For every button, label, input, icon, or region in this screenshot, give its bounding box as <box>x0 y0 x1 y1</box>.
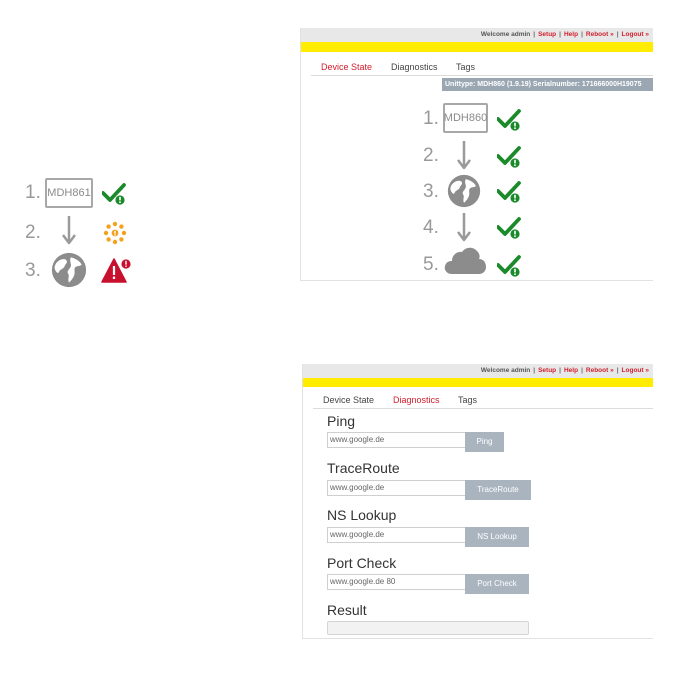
ok-icon <box>102 183 126 205</box>
step-number: 4. <box>423 217 439 238</box>
portcheck-button[interactable]: Port Check <box>465 574 529 594</box>
step-number: 3. <box>423 181 439 202</box>
welcome-text: Welcome admin <box>480 367 531 374</box>
arrow-down-icon <box>456 140 472 170</box>
portcheck-input[interactable]: www.google.de 80 <box>327 574 466 590</box>
loading-icon <box>103 221 127 245</box>
globe-icon <box>447 174 481 208</box>
diagnostics-panel <box>302 364 653 639</box>
arrow-down-icon <box>61 215 77 245</box>
ping-title: Ping <box>327 413 356 429</box>
tab-device-state[interactable]: Device State <box>321 62 373 72</box>
reboot-link[interactable]: Reboot » <box>585 367 614 374</box>
ping-button[interactable]: Ping <box>465 432 504 452</box>
traceroute-input[interactable]: www.google.de <box>327 480 466 496</box>
device-state-panel <box>300 28 653 281</box>
tab-divider <box>311 75 653 76</box>
result-title: Result <box>327 602 367 618</box>
nslookup-input[interactable]: www.google.de <box>327 527 466 543</box>
cloud-icon <box>443 244 487 276</box>
traceroute-button[interactable]: TraceRoute <box>465 480 531 500</box>
device-box: MDH861 <box>45 178 93 208</box>
reboot-link[interactable]: Reboot » <box>585 31 614 38</box>
ok-icon <box>497 181 521 203</box>
tab-tags[interactable]: Tags <box>458 395 478 405</box>
tab-tags[interactable]: Tags <box>456 62 476 72</box>
ok-icon <box>497 146 521 168</box>
nslookup-button[interactable]: NS Lookup <box>465 527 529 547</box>
yellow-bar <box>301 42 653 52</box>
globe-icon <box>51 252 87 288</box>
setup-link[interactable]: Setup <box>538 367 557 374</box>
result-output <box>327 621 529 635</box>
ok-icon <box>497 109 521 131</box>
step-number: 3. <box>25 260 41 281</box>
help-link[interactable]: Help <box>563 367 579 374</box>
tab-diagnostics[interactable]: Diagnostics <box>393 395 440 405</box>
welcome-text: Welcome admin <box>480 31 531 38</box>
logout-link[interactable]: Logout » <box>621 367 649 374</box>
traceroute-title: TraceRoute <box>327 460 400 476</box>
ok-icon <box>497 217 521 239</box>
setup-link[interactable]: Setup <box>538 31 557 38</box>
step-number: 5. <box>423 254 439 275</box>
top-nav-bar: Welcome admin | Setup | Help | Reboot » | Logout » <box>303 364 653 378</box>
device-info-bar: Unittype: MDH860 (1.9.19) Serialnumber: 171666000H19075 <box>442 78 653 91</box>
logout-link[interactable]: Logout » <box>621 31 649 38</box>
top-nav-bar: Welcome admin | Setup | Help | Reboot » | Logout » <box>301 28 653 42</box>
device-box: MDH860 <box>443 103 488 133</box>
step-number: 1. <box>25 182 41 203</box>
tab-divider <box>313 408 653 409</box>
yellow-bar <box>303 378 653 387</box>
step-number: 2. <box>25 222 41 243</box>
step-number: 2. <box>423 145 439 166</box>
arrow-down-icon <box>456 212 472 242</box>
error-icon <box>101 258 131 284</box>
tab-diagnostics[interactable]: Diagnostics <box>391 62 438 72</box>
tab-device-state[interactable]: Device State <box>323 395 375 405</box>
step-number: 1. <box>423 108 439 129</box>
ping-input[interactable]: www.google.de <box>327 432 466 448</box>
ok-icon <box>497 255 521 277</box>
portcheck-title: Port Check <box>327 555 397 571</box>
nslookup-title: NS Lookup <box>327 507 397 523</box>
help-link[interactable]: Help <box>563 31 579 38</box>
